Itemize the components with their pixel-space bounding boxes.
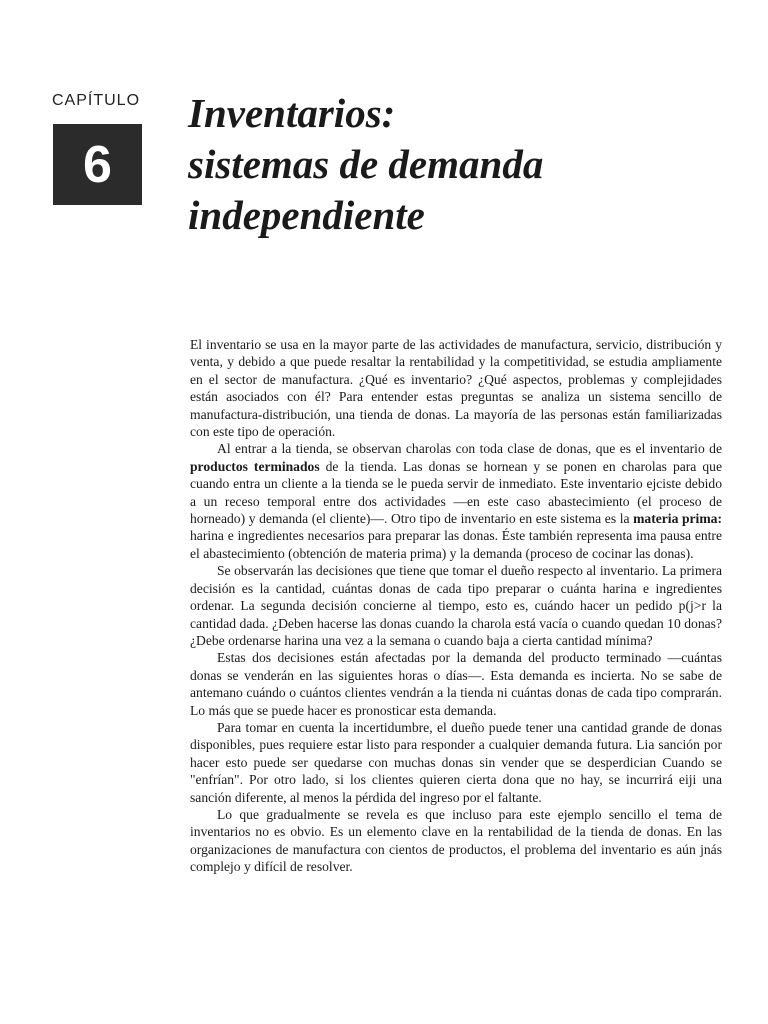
chapter-title-line: independiente [188, 192, 425, 238]
chapter-number-box [53, 124, 142, 205]
paragraph: Se observarán las decisiones que tiene que tomar el dueño respecto al inventario. La primera decisión es la cantidad, cuántas donas de cada tipo preparar o cuánta harina e ingredientes ordenar. La segunda decisión concierne al tiempo, esto es, cuándo hacer un pedido p(j>r la cantidad dada. ¿Deben hacerse las donas cuando la charola está vacía o cuando quedan 10 donas? ¿Debe ordenarse harina una vez a la semana o cuando baja a cierta cantidad mínima? [190, 563, 722, 648]
paragraph: Lo que gradualmente se revela es que incluso para este ejemplo sencillo el tema de inventarios no es obvio. Es un elemento clave en la rentabilidad de la tienda de donas. En las organizaciones de manufactura con cientos de productos, el problema del inventario es aún jnás complejo y difícil de resolver. [190, 806, 722, 875]
bold-term: materia prima: [633, 511, 722, 527]
paragraph-text: de la tienda. Las donas se hornean y se ponen en charolas para que cuando entra un cliente a la tienda se le pueda servir de inmediato. Este inventario ejciste debido a un receso temporal entre dos actividades —en este caso abastecimiento (el proceso de horneado) y demanda (el cliente)—. Otro tipo de inventario en este sistema es la [190, 458, 722, 527]
chapter-number: 6 [83, 135, 112, 194]
paragraph: El inventario se usa en la mayor parte de las actividades de manufactura, servicio, distribución y venta, y debido a que puede resaltar la rentabilidad y la competitividad, se estudia ampliamente en el sector de manufactura. ¿Qué es inventario? ¿Qué aspectos, problemas y complejidades están asociados con él? Para entender estas preguntas se analiza un sistema sencillo de manufactura-distribución, una tienda de donas. La mayoría de las personas están familiarizadas con este tipo de operación. [190, 337, 722, 440]
chapter-title [188, 88, 728, 241]
paragraph: Para tomar en cuenta la incertidumbre, el dueño puede tener una cantidad grande de donas disponibles, pues requiere estar listo para responder a cualquier demanda futura. Lia sanción por hacer esto puede ser quedarse con muchas donas sin vender que se desperdician Cuando se "enfrían". Por otro lado, si los clientes quieren cierta dona que no hay, se incurrirá eiji una sanción diferente, al menos la pérdida del ingreso por el faltante. [190, 719, 722, 805]
chapter-title-line: sistemas de demanda [188, 141, 544, 187]
body-text [190, 336, 722, 876]
paragraph-text: harina e ingredientes necesarios para preparar las donas. Éste también representa ima pausa entre el abastecimiento (obtención de materia prima) y la demanda (proceso de cocinar las donas). [190, 528, 722, 561]
bold-term: productos terminados [190, 458, 320, 474]
paragraph-text: Al entrar a la tienda, se observan charolas con toda clase de donas, que es el inventario de [217, 441, 722, 457]
chapter-label: CAPÍTULO [52, 92, 141, 109]
chapter-title-line: Inventarios: [188, 90, 396, 136]
paragraph [190, 440, 722, 562]
paragraph: Estas dos decisiones están afectadas por la demanda del producto terminado —cuántas donas se venderán en las siguientes horas o días—. Esta demanda es incierta. No se sabe de antemano cuándo o cuántos clientes vendrán a la tienda ni cuántas donas de cada tipo comprarán. Lo más que se puede hacer es pronosticar esta demanda. [190, 650, 722, 718]
